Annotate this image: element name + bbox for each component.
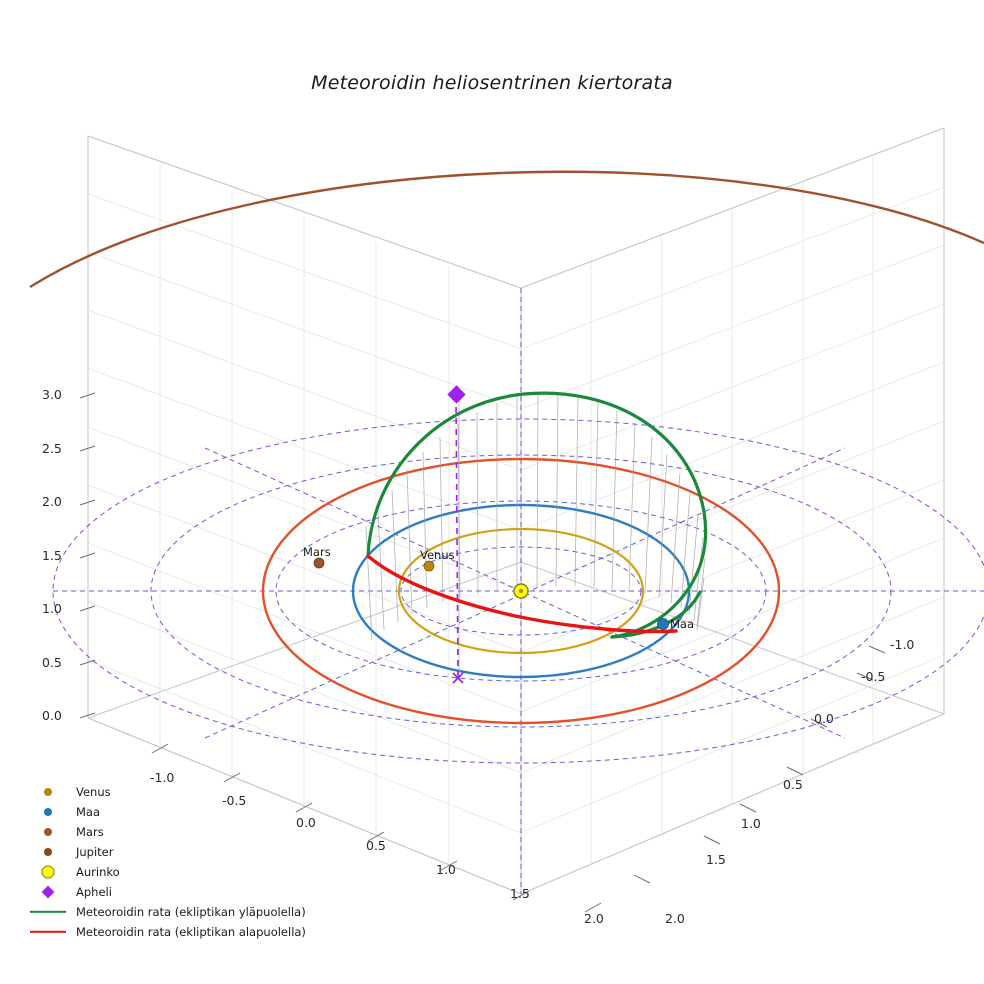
annotation-earth: Maa (670, 617, 695, 631)
z-tick-label: 2.5 (42, 441, 62, 456)
legend-label-orbit-above: Meteoroidin rata (ekliptikan yläpuolella) (76, 905, 306, 919)
legend-item-apheli[interactable] (28, 882, 358, 902)
legend-label-venus: Venus (76, 785, 111, 799)
annotation-mars: Mars (303, 545, 331, 559)
legend-line-orbit-above (28, 903, 68, 921)
z-tick-label: 1.0 (42, 601, 62, 616)
legend-marker-aurinko (28, 863, 68, 881)
legend-label-apheli: Apheli (76, 885, 112, 899)
x-tick-label: -1.0 (150, 770, 175, 785)
x-tick-label: 1.0 (436, 862, 456, 877)
legend-item-mars[interactable] (28, 822, 358, 842)
legend-marker-mars (28, 823, 68, 841)
legend-label-aurinko: Aurinko (76, 865, 120, 879)
x-tick-label: -0.5 (222, 793, 247, 808)
legend-label-orbit-below: Meteoroidin rata (ekliptikan alapuolella) (76, 925, 306, 939)
legend-item-orbit-above[interactable] (28, 902, 358, 922)
y-tick-label: -0.5 (861, 669, 886, 684)
legend-item-jupiter[interactable] (28, 842, 358, 862)
y-tick-label: 0.5 (783, 777, 803, 792)
legend-label-jupiter: Jupiter (76, 845, 114, 859)
z-tick-label: 2.0 (42, 494, 62, 509)
legend-line-orbit-below (28, 923, 68, 941)
y-tick-label: -1.0 (890, 637, 915, 652)
y-tick-label: 0.0 (814, 711, 834, 726)
legend-marker-jupiter (28, 843, 68, 861)
chart-title: Meteoroidin heliosentrinen kiertorata (311, 72, 673, 94)
legend-marker-venus (28, 783, 68, 801)
z-tick-label: 0.5 (42, 655, 62, 670)
z-tick-label: 1.5 (42, 548, 62, 563)
earth-marker (658, 619, 669, 630)
annotation-venus: Venus (420, 548, 455, 562)
x-tick-label: 2.0 (584, 911, 604, 926)
legend-item-venus[interactable] (28, 782, 358, 802)
legend-label-maa: Maa (76, 805, 101, 819)
y-tick-label: 1.0 (741, 816, 761, 831)
sun-marker (514, 584, 528, 598)
legend-item-aurinko[interactable] (28, 862, 358, 882)
legend-label-mars: Mars (76, 825, 104, 839)
legend-marker-apheli (28, 883, 68, 901)
x-tick-label: 0.5 (366, 838, 386, 853)
y-tick-label: 2.0 (665, 911, 685, 926)
legend-item-maa[interactable] (28, 802, 358, 822)
z-tick-label: 3.0 (42, 387, 62, 402)
mars-marker (314, 558, 324, 568)
y-tick-label: 1.5 (706, 852, 726, 867)
x-tick-label: 0.0 (296, 815, 316, 830)
legend-item-orbit-below[interactable] (28, 922, 358, 942)
legend-marker-maa (28, 803, 68, 821)
venus-marker (424, 561, 434, 571)
chart-legend (28, 782, 358, 942)
x-tick-label: 1.5 (510, 886, 530, 901)
z-tick-label: 0.0 (42, 708, 62, 723)
